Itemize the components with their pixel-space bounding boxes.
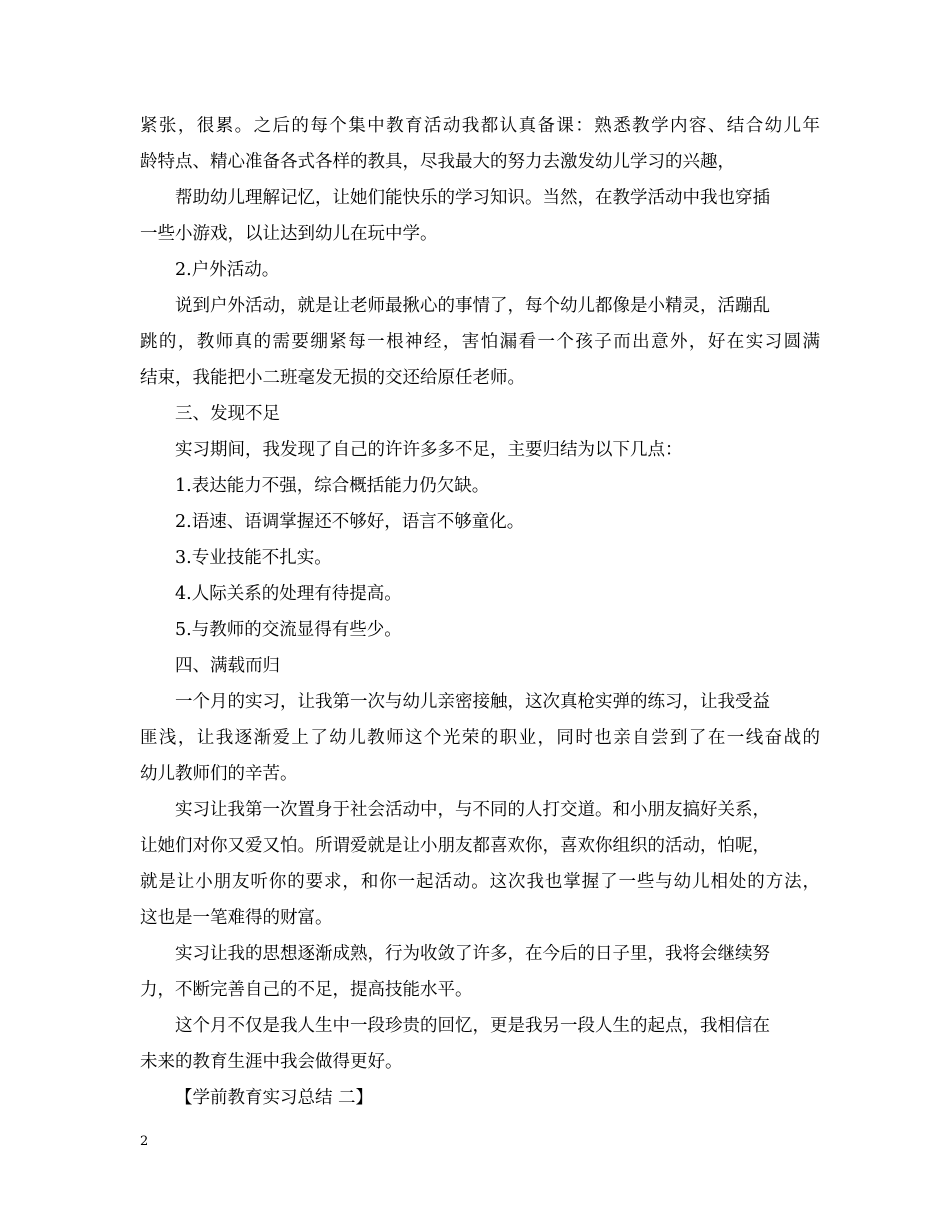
list-item: 5.与教师的交流显得有些少。 — [175, 620, 402, 640]
section-heading: 四、满载而归 — [175, 656, 280, 676]
text-line: 帮助幼儿理解记忆，让她们能快乐的学习知识。当然，在教学活动中我也穿插 — [175, 188, 770, 208]
text-line: 跳的，教师真的需要绷紧每一根神经，害怕漏看一个孩子而出意外，好在实习圆满 — [140, 332, 820, 352]
text-line: 一个月的实习，让我第一次与幼儿亲密接触，这次真枪实弹的练习，让我受益 — [175, 692, 770, 712]
text-line: 结束，我能把小二班毫发无损的交还给原任老师。 — [140, 368, 525, 388]
text-line: 这也是一笔难得的财富。 — [140, 908, 333, 928]
text-line: 实习让我的思想逐渐成熟，行为收敛了许多，在今后的日子里，我将会继续努 — [175, 944, 770, 964]
text-line: 让她们对你又爱又怕。所谓爱就是让小朋友都喜欢你，喜欢你组织的活动，怕呢， — [140, 836, 770, 856]
text-line: 幼儿教师们的辛苦。 — [140, 764, 298, 784]
text-line: 力，不断完善自己的不足，提高技能水平。 — [140, 980, 473, 1000]
list-item: 3.专业技能不扎实。 — [175, 548, 332, 568]
text-line: 未来的教育生涯中我会做得更好。 — [140, 1052, 403, 1072]
text-line: 一些小游戏，以让达到幼儿在玩中学。 — [140, 224, 438, 244]
text-line: 匪浅，让我逐渐爱上了幼儿教师这个光荣的职业，同时也亲自尝到了在一线奋战的 — [140, 728, 820, 748]
page-number: 2 — [140, 1134, 149, 1149]
section-heading: 三、发现不足 — [175, 404, 280, 424]
text-line: 就是让小朋友听你的要求，和你一起活动。这次我也掌握了一些与幼儿相处的方法， — [140, 872, 820, 892]
text-line: 这个月不仅是我人生中一段珍贵的回忆，更是我另一段人生的起点，我相信在 — [175, 1016, 770, 1036]
section-subheading: 2.户外活动。 — [175, 260, 280, 280]
list-item: 4.人际关系的处理有待提高。 — [175, 584, 402, 604]
section-title: 【学前教育实习总结 二】 — [175, 1088, 374, 1108]
text-line: 说到户外活动，就是让老师最揪心的事情了，每个幼儿都像是小精灵，活蹦乱 — [175, 296, 770, 316]
list-item: 1.表达能力不强，综合概括能力仍欠缺。 — [175, 476, 490, 496]
text-line: 实习让我第一次置身于社会活动中，与不同的人打交道。和小朋友搞好关系， — [175, 800, 770, 820]
text-line: 龄特点、精心准备各式各样的教具，尽我最大的努力去激发幼儿学习的兴趣， — [140, 152, 735, 172]
list-item: 2.语速、语调掌握还不够好，语言不够童化。 — [175, 512, 525, 532]
text-line: 实习期间，我发现了自己的许许多多不足，主要归结为以下几点： — [175, 440, 683, 460]
text-line: 紧张，很累。之后的每个集中教育活动我都认真备课：熟悉教学内容、结合幼儿年 — [140, 116, 820, 136]
